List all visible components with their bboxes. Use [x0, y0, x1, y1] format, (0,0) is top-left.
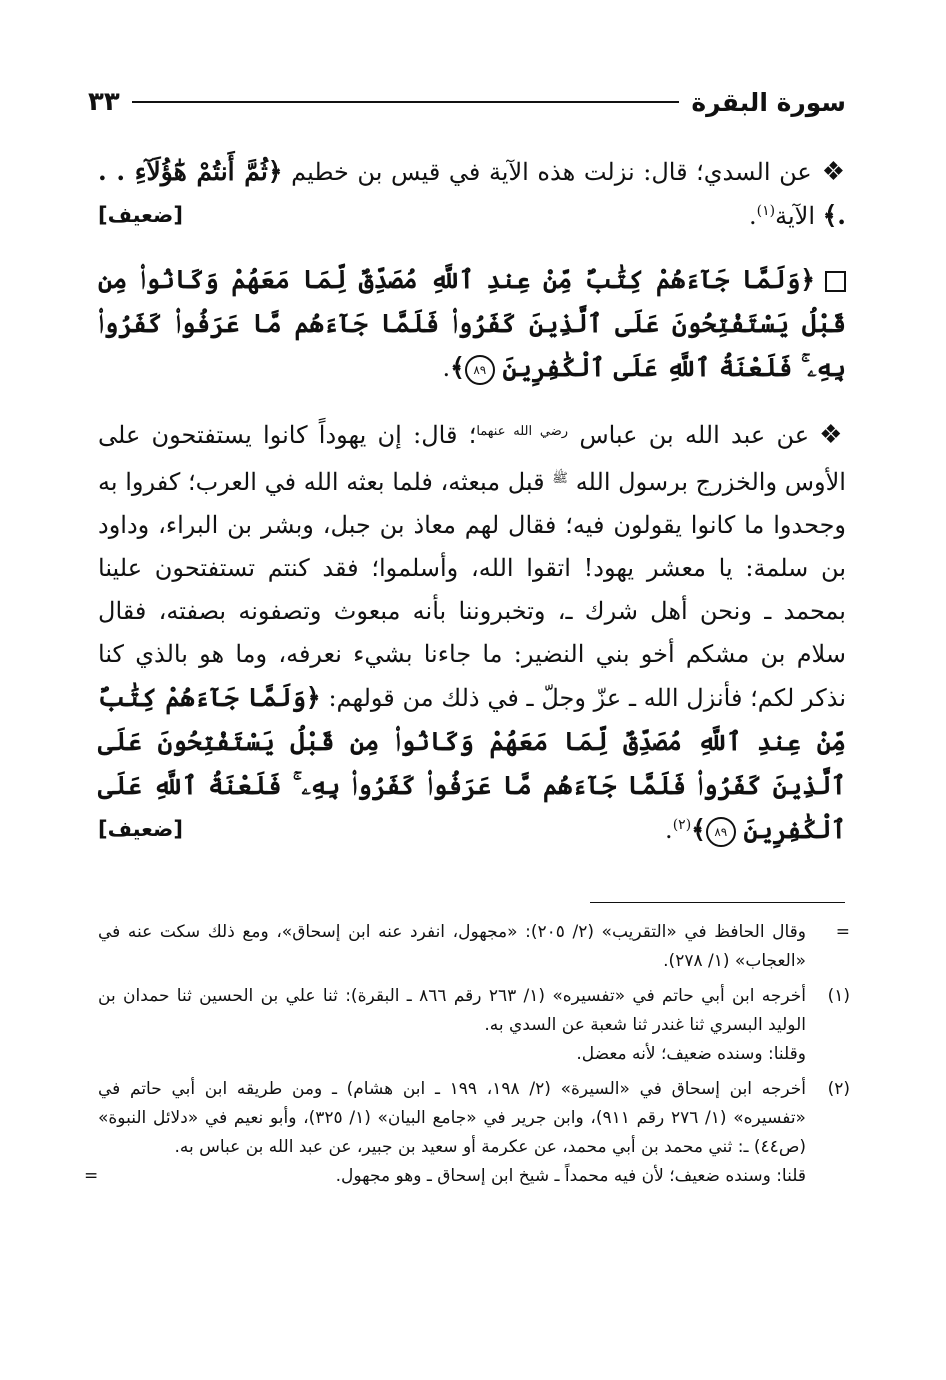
star-icon: ❖ [819, 420, 847, 450]
square-icon [825, 271, 846, 292]
footnote-ref: (١) [756, 203, 776, 219]
narration-text: عن عبد الله بن عباس [579, 421, 810, 449]
narration-tail: الآية [775, 202, 815, 230]
main-text [98, 150, 846, 872]
footnote-mark: (٢) [827, 1079, 850, 1099]
footnotes [84, 918, 850, 1197]
running-header [88, 82, 846, 122]
narration-2 [98, 410, 846, 852]
ayah-number-icon: ٨٩ [465, 355, 495, 385]
continuation-mark: = [84, 1166, 99, 1186]
footnote-separator [590, 902, 845, 903]
star-icon: ❖ [821, 157, 847, 187]
full-stop: . [665, 816, 673, 844]
narration-1 [98, 150, 846, 238]
footnote-1 [98, 982, 850, 1069]
footnote-2 [84, 1075, 850, 1191]
header-rule [132, 101, 680, 103]
ayah-number-icon: ٨٩ [706, 817, 736, 847]
footnote-mark: = [835, 922, 850, 942]
full-stop: . [442, 354, 451, 382]
quran-verse: ﴿ثُمَّ أَنتُمْ هَٰٓؤُلَآءِ . . .﴾ [98, 157, 846, 230]
verse-close: ﴾ [691, 815, 706, 844]
quran-verse: ﴿وَلَمَّا جَآءَهُمْ كِتَٰبٌ مِّنْ عِندِ ٱللَّهِ مُصَدِّقٌ لِّمَا مَعَهُمْ وَكَانُوا۟ مِن قَبْلُ يَسْتَفْتِحُونَ عَلَى ٱلَّذِينَ كَفَرُوا۟ فَلَمَّا جَآءَهُم مَّا عَرَفُوا۟ كَفَرُوا۟ بِهِۦ ۚ فَلَعْنَةُ ٱللَّهِ عَلَى ٱلْكَٰفِرِينَ [98, 683, 846, 844]
honorific: ﷺ [552, 471, 569, 486]
footnote-text: قلنا: وسنده ضعيف؛ لأن فيه محمداً ـ شيخ ابن إسحاق ـ وهو مجهول. [335, 1166, 806, 1186]
grade-label: [ضعيف] [98, 203, 183, 227]
narration-text: عن السدي؛ قال: نزلت هذه الآية في قيس بن خطيم [291, 158, 812, 186]
narration-text: قبل مبعثه، فلما بعثه الله في العرب؛ كفروا به وجحدوا ما كانوا يقولون فيه؛ فقال لهم معاذ بن جبل، وبشر بن البراء، وداود بن سلمة: يا معشر يهود! اتقوا الله، وأسلموا؛ فقد كنتم تستفتحون علينا بمحمد ـ ونحن أهل شرك ـ، وتخبروننا بأنه مبعوث وتصفونه بصفته، فقال سلام بن مشكم أخو بني النضير: ما جاءنا بشيء نعرفه، وما هو بالذي كنا نذكر لكم؛ فأنزل الله ـ عزّ وجلّ ـ في ذلك من قولهم: [98, 468, 846, 712]
footnote-text: أخرجه ابن أبي حاتم في «تفسيره» (١/ ٢٦٣ رقم ٨٦٦ ـ البقرة): ثنا علي بن الحسين ثنا حمدان بن الوليد البسري ثنا غندر ثنا شعبة عن السدي به. [98, 986, 806, 1035]
page-number: ٣٣ [88, 87, 120, 117]
footnote-continued [98, 918, 850, 976]
quran-verse: ﴿وَلَمَّا جَآءَهُمْ كِتَٰبٌ مِّنْ عِندِ ٱللَّهِ مُصَدِّقٌ لِّمَا مَعَهُمْ وَكَانُوا۟ مِن قَبْلُ يَسْتَفْتِحُونَ عَلَى ٱلَّذِينَ كَفَرُوا۟ فَلَمَّا جَآءَهُم مَّا عَرَفُوا۟ كَفَرُوا۟ بِهِۦ ۚ فَلَعْنَةُ ٱللَّهِ عَلَى ٱلْكَٰفِرِينَ [98, 265, 846, 382]
surah-title: سورة البقرة [691, 87, 846, 117]
honorific: رضي الله عنهما [476, 424, 569, 439]
grade-label: [ضعيف] [98, 817, 183, 841]
footnote-ref: (٢) [672, 817, 692, 833]
verse-block [98, 258, 846, 390]
footnote-text: أخرجه ابن إسحاق في «السيرة» (٢/ ١٩٨، ١٩٩ ـ ابن هشام) ـ ومن طريقه ابن أبي حاتم في «تفسيره» (١/ ٢٧٦ رقم ٩١١)، وابن جرير في «جامع البيان» (١/ ٣٢٥)، وأبو نعيم في «دلائل النبوة» (ص٤٤) ـ: ثني محمد بن أبي محمد، عن عكرمة أو سعيد بن جبير، عن عبد الله بن عباس به. [98, 1079, 806, 1157]
verse-close: ﴾ [450, 353, 465, 382]
narration-text: ؛ قال: إن يهوداً كانوا يستفتحون على الأوس والخزرج برسول الله [98, 421, 846, 496]
footnote-text: وقال الحافظ في «التقريب» (٢/ ٢٠٥): «مجهول، انفرد عنه ابن إسحاق»، ومع ذلك سكت عنه في «العجاب» (١/ ٢٧٨). [98, 922, 806, 971]
footnote-mark: (١) [827, 986, 850, 1006]
full-stop: . [748, 202, 757, 230]
footnote-text: وقلنا: وسنده ضعيف؛ لأنه معضل. [576, 1044, 806, 1064]
